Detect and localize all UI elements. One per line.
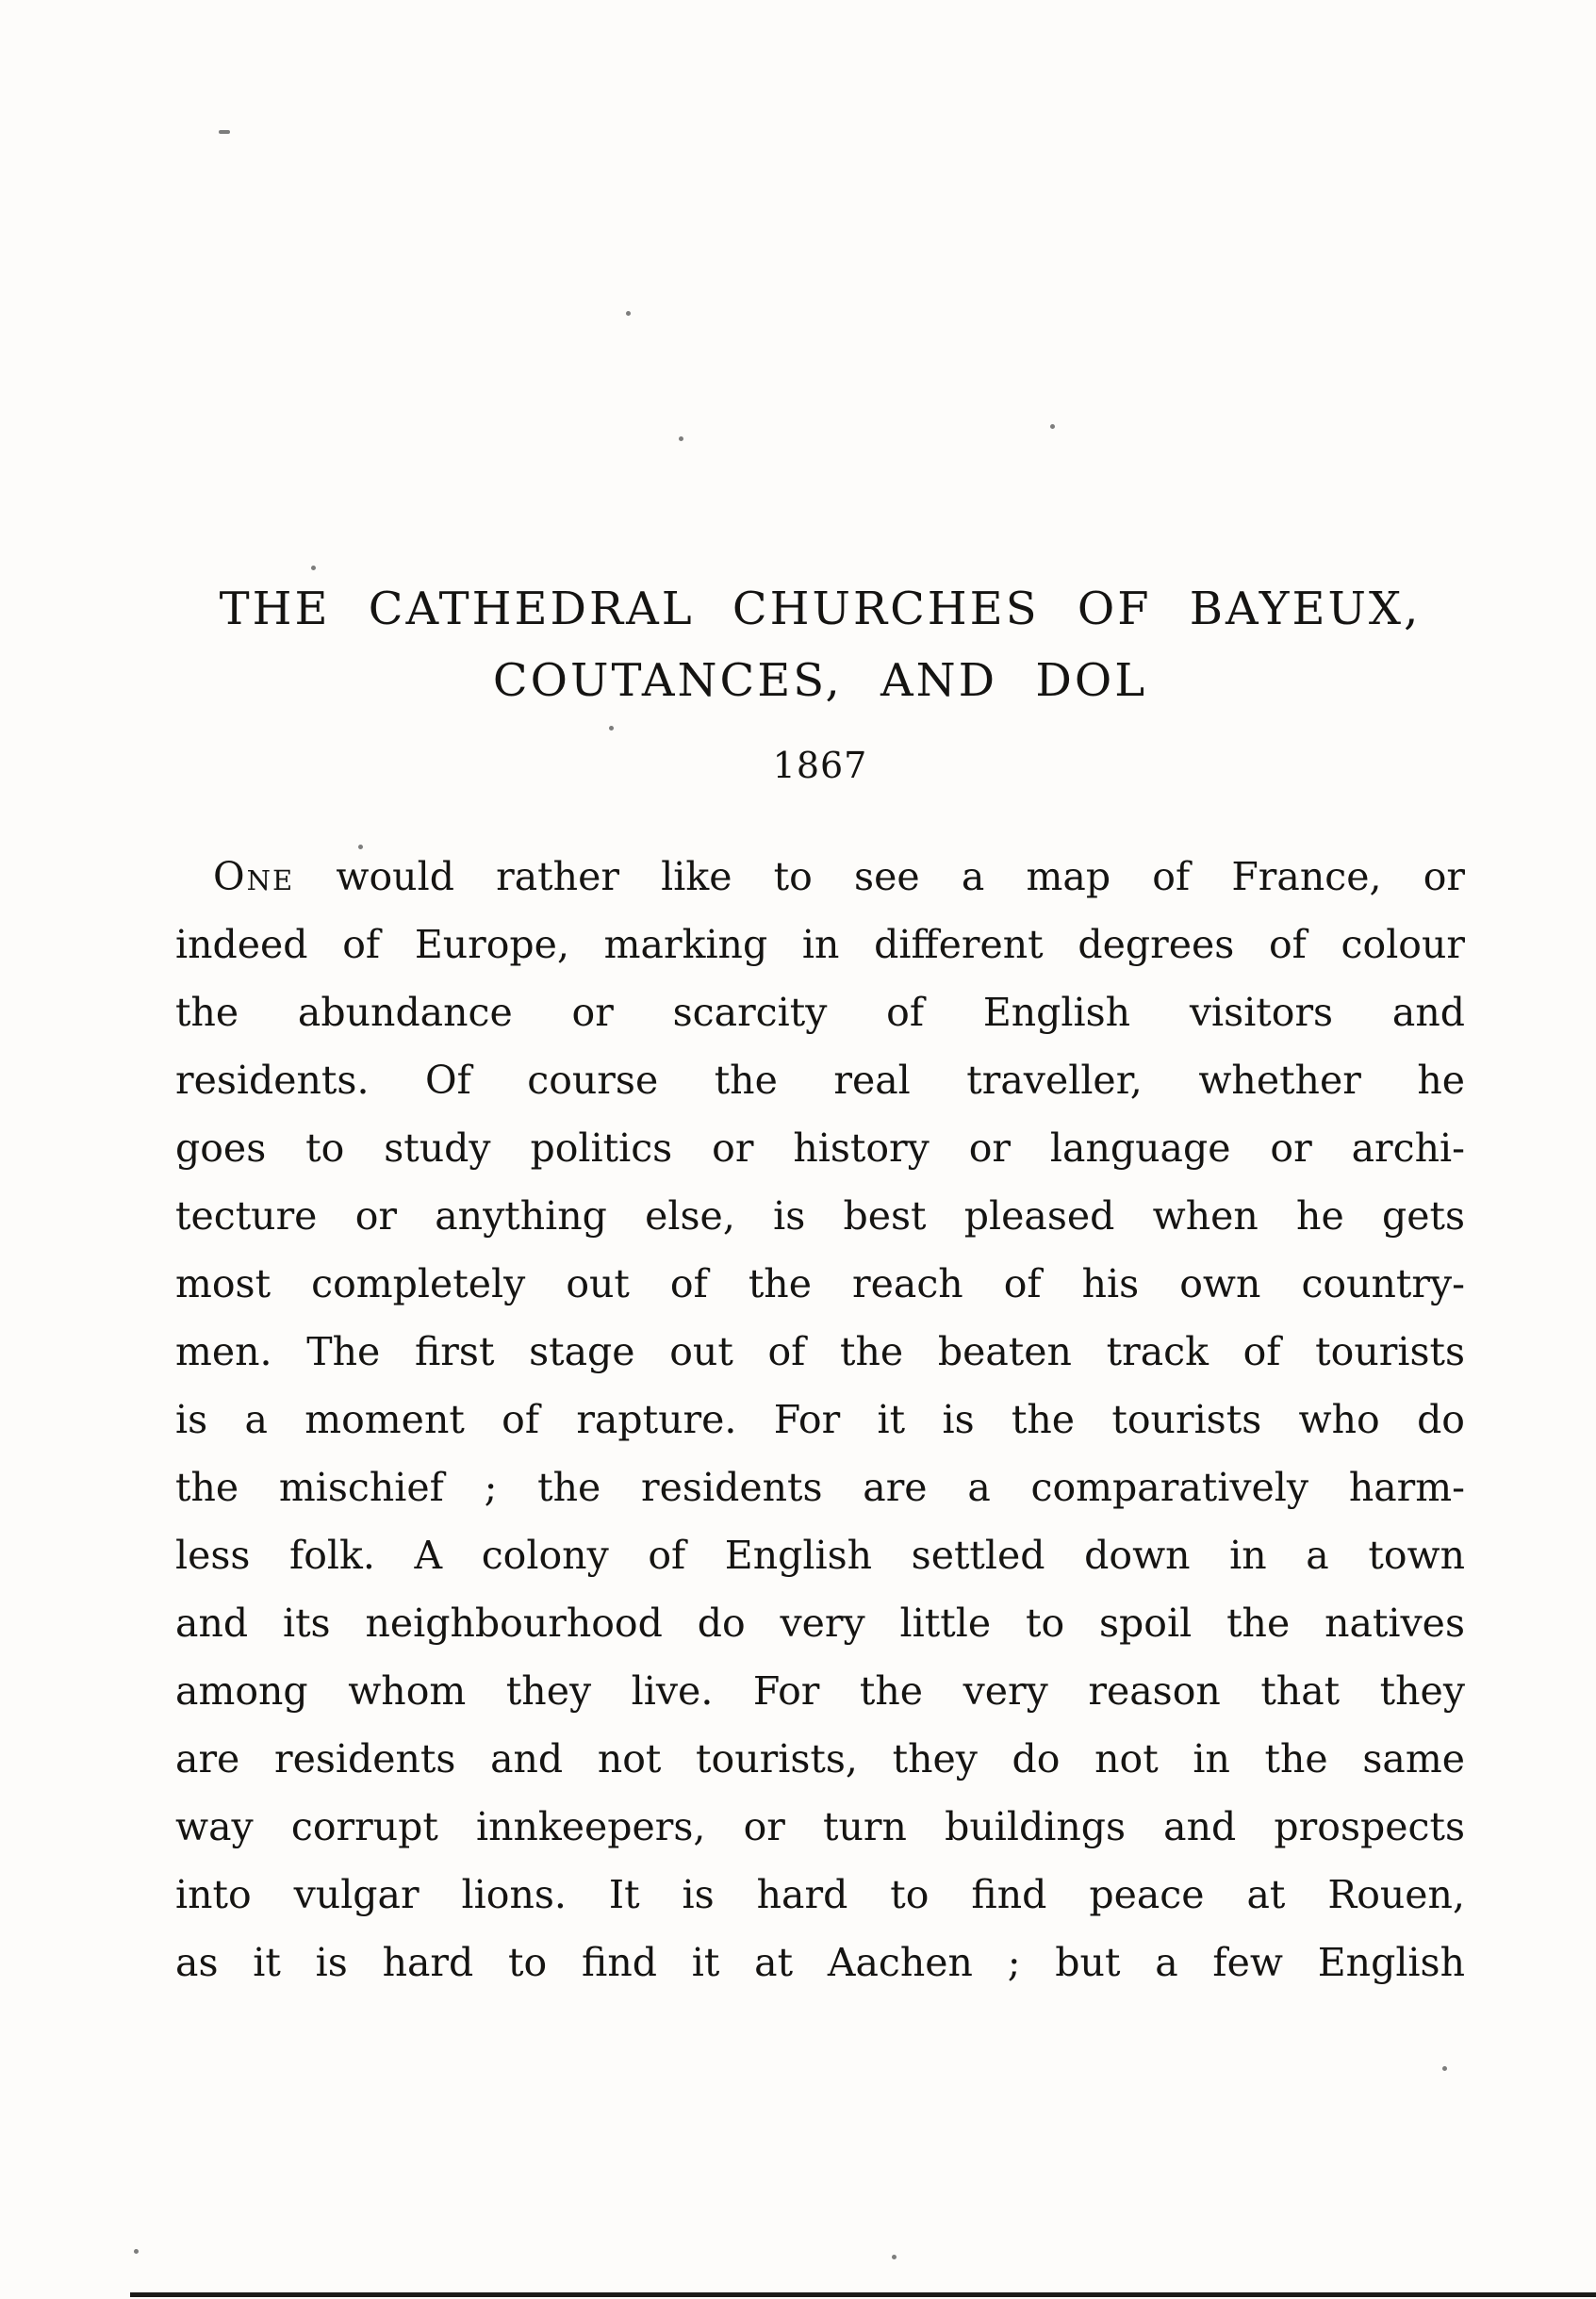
- body-line: men. The first stage out of the beaten track of tourists: [175, 1329, 1465, 1374]
- body-line: goes to study politics or history or language or archi-: [175, 1125, 1465, 1171]
- scan-speck: [1442, 2066, 1447, 2071]
- body-line-text: would rather like to see a map of France, or: [336, 854, 1465, 899]
- body-line: into vulgar lions. It is hard to find peace at Rouen,: [175, 1872, 1465, 1917]
- page-title-line1: THE CATHEDRAL CHURCHES OF BAYEUX,: [219, 583, 1422, 635]
- scan-speck: [1050, 424, 1055, 429]
- scan-speck: [219, 130, 230, 134]
- body-line: is a moment of rapture. For it is the tourists who do: [175, 1397, 1465, 1442]
- text-block: [175, 573, 1465, 1996]
- scan-speck: [892, 2255, 897, 2259]
- lead-word: One: [213, 854, 295, 899]
- body-line: most completely out of the reach of his own country-: [175, 1261, 1465, 1306]
- body-line: residents. Of course the real traveller, whether he: [175, 1058, 1465, 1103]
- body-line: the abundance or scarcity of English visitors and: [175, 990, 1465, 1035]
- page-title-line2: COUTANCES, AND DOL: [492, 654, 1148, 707]
- page-title: [175, 573, 1465, 716]
- body-line: among whom they live. For the very reason that they: [175, 1668, 1465, 1714]
- scan-speck: [679, 436, 683, 441]
- body-line: [175, 843, 1465, 911]
- scan-speck: [311, 566, 316, 570]
- chapter-year: 1867: [772, 745, 868, 786]
- body-line: indeed of Europe, marking in different degrees of colour: [175, 922, 1465, 967]
- body-line: way corrupt innkeepers, or turn buildings and prospects: [175, 1804, 1465, 1849]
- scan-speck: [134, 2249, 139, 2254]
- scan-speck: [626, 311, 631, 316]
- body-line: less folk. A colony of English settled down in a town: [175, 1533, 1465, 1578]
- body-line: as it is hard to find it at Aachen ; but a few English: [175, 1940, 1465, 1985]
- body-line: tecture or anything else, is best pleased when he gets: [175, 1193, 1465, 1239]
- body-line: and its neighbourhood do very little to spoil the natives: [175, 1601, 1465, 1646]
- scan-edge-line: [130, 2292, 1596, 2297]
- body-line: are residents and not tourists, they do not in the same: [175, 1736, 1465, 1782]
- paragraph: [175, 843, 1465, 1996]
- body-line: the mischief ; the residents are a comparatively harm-: [175, 1465, 1465, 1510]
